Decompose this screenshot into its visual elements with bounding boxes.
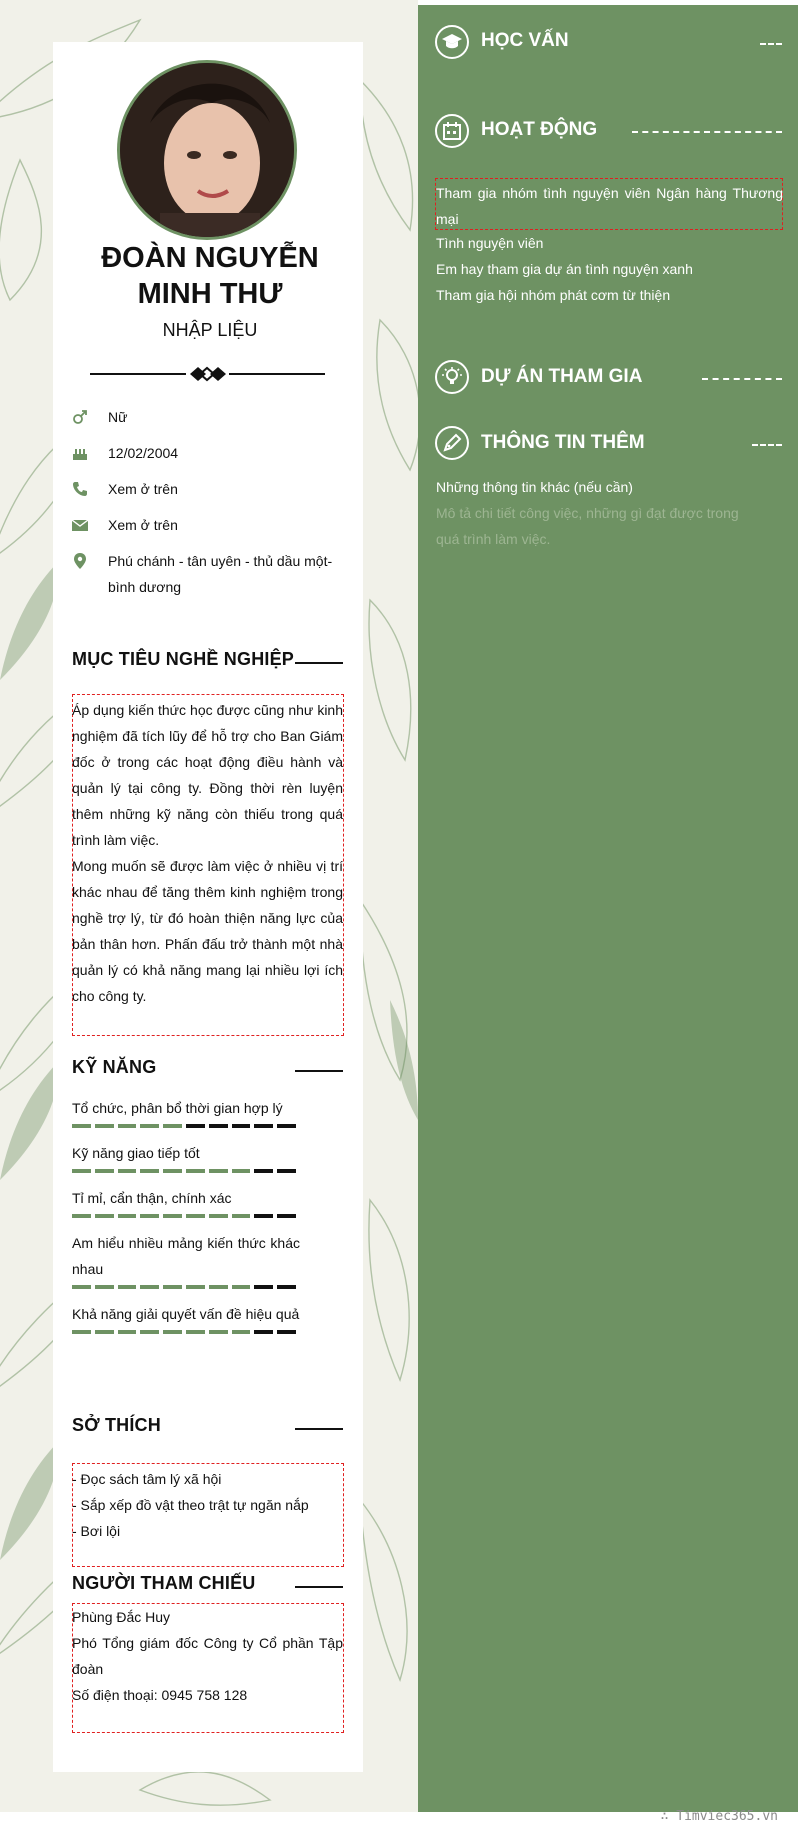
- contact-address: [72, 548, 352, 600]
- address-line-2: bình dương: [108, 579, 182, 595]
- skill-level-segment: [277, 1330, 296, 1334]
- additional-placeholder[interactable]: [436, 500, 783, 552]
- skill-level-segment: [277, 1214, 296, 1218]
- skill-label: Khả năng giải quyết vấn đề hiệu quả: [72, 1306, 300, 1322]
- skill-level-segment: [163, 1169, 182, 1173]
- skill-level-segment: [254, 1330, 273, 1334]
- footer-brand: ∴ Timviec365.vn: [660, 1809, 778, 1824]
- skill-level-segment: [118, 1169, 137, 1173]
- additional-title-dash: [752, 444, 782, 446]
- skills-title: KỸ NĂNG: [72, 1057, 157, 1077]
- graduation-cap-icon: [441, 33, 463, 51]
- objective-title-line: [295, 662, 343, 664]
- skill-level-segment: [232, 1330, 251, 1334]
- skill-level-bar: [72, 1285, 300, 1289]
- skill-item: [72, 1230, 300, 1289]
- skill-level-segment: [118, 1330, 137, 1334]
- address-text: [108, 548, 348, 600]
- contact-gender: [72, 404, 352, 430]
- skill-label: Kỹ năng giao tiếp tốt: [72, 1145, 200, 1161]
- contact-phone: [72, 476, 352, 502]
- skill-level-segment: [277, 1124, 296, 1128]
- skill-level-segment: [209, 1169, 228, 1173]
- skill-level-segment: [95, 1214, 114, 1218]
- skill-level-segment: [163, 1124, 182, 1128]
- skill-level-segment: [186, 1124, 205, 1128]
- skill-level-segment: [163, 1214, 182, 1218]
- references-content[interactable]: [72, 1604, 343, 1708]
- skill-level-segment: [72, 1169, 91, 1173]
- skill-level-segment: [118, 1214, 137, 1218]
- skill-level-segment: [232, 1124, 251, 1128]
- phone-icon: [72, 481, 88, 497]
- skill-level-segment: [95, 1330, 114, 1334]
- projects-title-dash: [702, 378, 782, 380]
- skill-item: [72, 1301, 300, 1334]
- envelope-icon: [72, 517, 88, 533]
- gender-text: Nữ: [108, 409, 128, 425]
- projects-title: DỰ ÁN THAM GIA: [481, 366, 643, 387]
- objective-paragraph-2: Mong muốn sẽ được làm việc ở nhiều vị trí khác nhau để tăng thêm kinh nghiệm trong nghề trợ lý, từ đó hoàn thiện năng lực của bản thân hơn. Phấn đấu trở thành một nhà quản lý có khả năng mang lại nhiều lợi ích cho công ty.: [72, 858, 343, 1004]
- contact-birthday: [72, 440, 352, 466]
- skill-level-segment: [254, 1285, 273, 1289]
- additional-text[interactable]: Những thông tin khác (nếu cần): [436, 479, 633, 495]
- name-line-2: MINH THƯ: [137, 278, 283, 310]
- references-title: NGƯỜI THAM CHIẾU: [72, 1573, 256, 1593]
- skill-level-segment: [209, 1124, 228, 1128]
- hobby-item: - Sắp xếp đồ vật theo trật tự ngăn nắp: [72, 1497, 309, 1513]
- skill-level-bar: [72, 1330, 300, 1334]
- skill-label: Tỉ mỉ, cẩn thận, chính xác: [72, 1190, 232, 1206]
- skill-level-segment: [277, 1285, 296, 1289]
- skill-level-segment: [254, 1169, 273, 1173]
- skill-level-segment: [209, 1214, 228, 1218]
- skill-level-bar: [72, 1124, 300, 1128]
- hobby-item: - Bơi lội: [72, 1523, 121, 1539]
- skill-level-segment: [72, 1285, 91, 1289]
- skill-level-bar: [72, 1214, 300, 1218]
- skill-level-segment: [95, 1124, 114, 1128]
- references-title-line: [295, 1586, 343, 1588]
- skill-level-segment: [140, 1214, 159, 1218]
- skill-level-segment: [118, 1285, 137, 1289]
- activity-item[interactable]: Tham gia hội nhóm phát cơm từ thiện: [436, 287, 671, 303]
- contact-email: [72, 512, 352, 538]
- skill-level-segment: [232, 1214, 251, 1218]
- skill-level-segment: [163, 1285, 182, 1289]
- birthday-text: 12/02/2004: [108, 445, 179, 461]
- additional-title: THÔNG TIN THÊM: [481, 432, 645, 453]
- birthday-cake-icon: [72, 445, 88, 461]
- activity-item[interactable]: Tham gia nhóm tình nguyện viên Ngân hàng Thương mại: [436, 185, 783, 227]
- skill-level-segment: [140, 1169, 159, 1173]
- phone-text[interactable]: Xem ở trên: [108, 481, 178, 497]
- job-title: NHẬP LIỆU: [162, 320, 258, 340]
- activities-icon-circle: [435, 114, 469, 148]
- activity-item[interactable]: Em hay tham gia dự án tình nguyện xanh: [436, 261, 693, 277]
- reference-position: Phó Tổng giám đốc Công ty Cổ phần Tập đoàn: [72, 1635, 343, 1677]
- education-title: HỌC VẤN: [481, 30, 569, 51]
- skills-title-line: [295, 1070, 343, 1072]
- hobby-item: - Đọc sách tâm lý xã hội: [72, 1471, 222, 1487]
- education-title-dash: [760, 43, 782, 45]
- title-divider: [90, 364, 325, 384]
- education-icon-circle: [435, 25, 469, 59]
- placeholder-line-1: Mô tả chi tiết công việc, những gì đạt được trong: [436, 505, 739, 521]
- skill-label: Tổ chức, phân bổ thời gian hợp lý: [72, 1100, 283, 1116]
- hobbies-title-line: [295, 1428, 343, 1430]
- skill-level-segment: [95, 1169, 114, 1173]
- lightbulb-gear-icon: [442, 367, 462, 387]
- objective-text[interactable]: [72, 697, 343, 1009]
- skill-level-segment: [163, 1330, 182, 1334]
- projects-icon-circle: [435, 360, 469, 394]
- skill-level-bar: [72, 1169, 300, 1173]
- activity-item[interactable]: Tình nguyện viên: [436, 235, 544, 251]
- calendar-activity-icon: [442, 121, 462, 141]
- skill-level-segment: [232, 1169, 251, 1173]
- pen-icon: [442, 433, 462, 453]
- hobbies-list[interactable]: [72, 1466, 343, 1544]
- reference-phone: Số điện thoại: 0945 758 128: [72, 1687, 248, 1703]
- skill-level-segment: [72, 1124, 91, 1128]
- skill-level-segment: [118, 1124, 137, 1128]
- reference-name: Phùng Đắc Huy: [72, 1609, 171, 1625]
- skill-level-segment: [140, 1285, 159, 1289]
- skill-level-segment: [186, 1285, 205, 1289]
- skill-item: [72, 1095, 300, 1128]
- skill-label: Am hiểu nhiều mảng kiến thức khác nhau: [72, 1235, 300, 1277]
- skill-level-segment: [254, 1124, 273, 1128]
- activities-title: HOẠT ĐỘNG: [481, 119, 598, 140]
- name-line-1: ĐOÀN NGUYỄN: [101, 242, 319, 274]
- skill-level-segment: [186, 1169, 205, 1173]
- address-line-1: Phú chánh - tân uyên - thủ dầu một-: [108, 553, 333, 569]
- objective-title: MỤC TIÊU NGHỀ NGHIỆP: [72, 649, 295, 669]
- gender-icon: [72, 409, 88, 425]
- avatar-photo: [120, 63, 294, 237]
- activities-title-dash: [632, 131, 782, 133]
- skill-level-segment: [140, 1124, 159, 1128]
- skill-level-segment: [254, 1214, 273, 1218]
- skill-level-segment: [95, 1285, 114, 1289]
- skill-level-segment: [277, 1169, 296, 1173]
- skill-item: [72, 1185, 300, 1218]
- avatar: [117, 60, 297, 240]
- skill-level-segment: [209, 1330, 228, 1334]
- skill-level-segment: [232, 1285, 251, 1289]
- skill-level-segment: [140, 1330, 159, 1334]
- hobbies-title: SỞ THÍCH: [72, 1415, 161, 1435]
- skill-level-segment: [186, 1330, 205, 1334]
- additional-icon-circle: [435, 426, 469, 460]
- skill-level-segment: [72, 1330, 91, 1334]
- objective-paragraph-1: Áp dụng kiến thức học được cũng như kinh nghiệm đã tích lũy để hỗ trợ cho Ban Giám đốc ở trong các hoạt động điều hành và quản lý tại công ty. Đồng thời rèn luyện thêm những kỹ năng còn thiếu trong quá trình làm việc.: [72, 702, 343, 848]
- candidate-name: [60, 240, 360, 312]
- email-text[interactable]: Xem ở trên: [108, 517, 178, 533]
- skill-level-segment: [186, 1214, 205, 1218]
- placeholder-line-2: quá trình làm việc.: [436, 531, 551, 547]
- skill-level-segment: [72, 1214, 91, 1218]
- map-pin-icon: [72, 553, 88, 569]
- skill-level-segment: [209, 1285, 228, 1289]
- skill-item: [72, 1140, 300, 1173]
